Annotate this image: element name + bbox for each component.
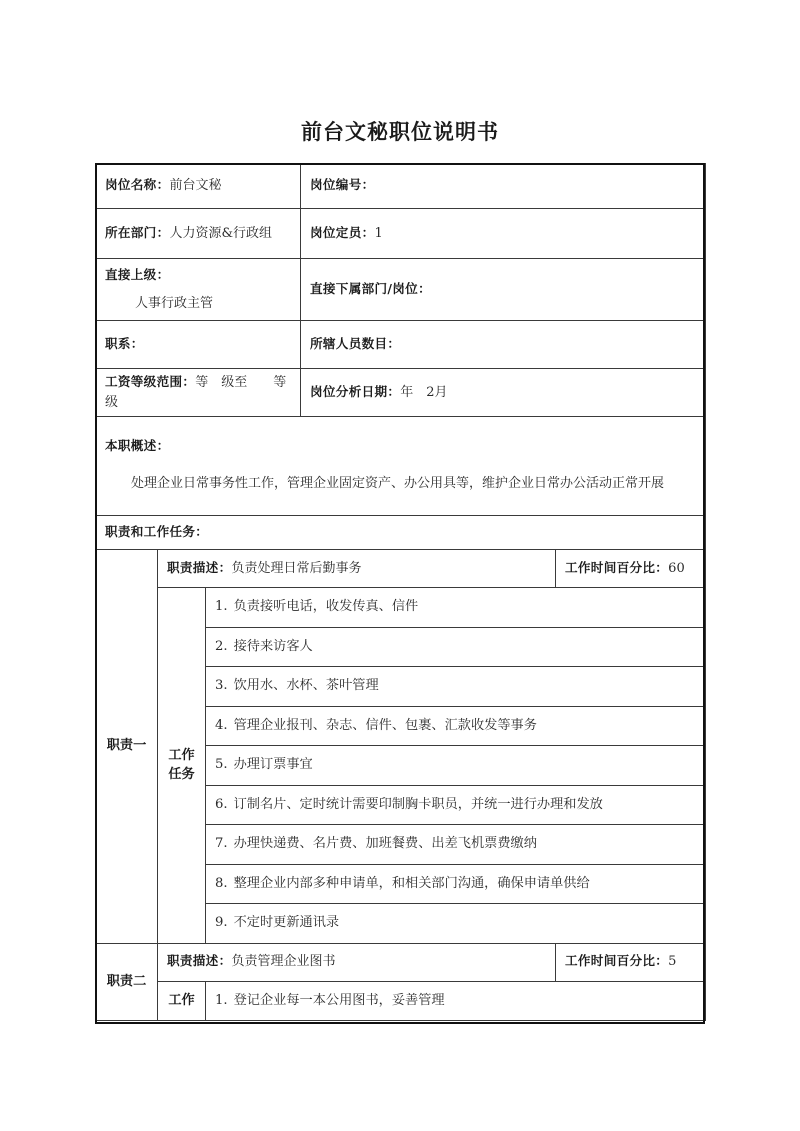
cell-job-code xyxy=(301,164,706,209)
label-headcount: 岗位定员： xyxy=(310,224,375,240)
label-duty-1-description: 职责描述： xyxy=(167,559,232,575)
table-row xyxy=(96,369,706,417)
cell-duty-1-work-label xyxy=(158,588,206,944)
table-row xyxy=(96,164,706,209)
task-text: 登记企业每一本公用图书，妥善管理 xyxy=(233,992,445,1008)
label-duty-2-description: 职责描述： xyxy=(167,953,232,969)
task-number: 7. xyxy=(215,836,228,852)
cell-analysis-date xyxy=(301,369,706,417)
task-text: 饮用水、水杯、茶叶管理 xyxy=(233,678,379,694)
value-analysis-date: 年 2月 xyxy=(400,384,448,400)
label-job-family: 职系： xyxy=(105,335,144,351)
cell-managed-headcount xyxy=(301,321,706,369)
table-row xyxy=(96,550,706,588)
task-number: 9. xyxy=(215,915,228,931)
cell-task xyxy=(206,981,706,1021)
job-description-table xyxy=(95,163,706,1021)
task-number: 1. xyxy=(215,599,228,615)
page-title: 前台文秘职位说明书 xyxy=(301,119,499,144)
label-job-overview: 本职概述： xyxy=(105,437,170,453)
value-duty-1-description: 负责处理日常后勤事务 xyxy=(231,560,362,576)
label-duty-1-percent: 工作时间百分比： xyxy=(565,559,669,575)
label-department: 所在部门： xyxy=(105,224,170,240)
table-row xyxy=(96,943,706,981)
table-row xyxy=(96,588,706,628)
cell-job-overview xyxy=(96,417,706,516)
task-number: 2. xyxy=(215,638,228,654)
cell-direct-superior xyxy=(96,259,301,321)
value-department: 人力资源&行政组 xyxy=(169,225,273,241)
task-text: 管理企业报刊、杂志、信件、包裹、汇款收发等事务 xyxy=(233,717,537,733)
cell-duty-1-label: 职责一 xyxy=(96,550,158,944)
work-label-line-1: 工作 xyxy=(168,748,195,764)
value-salary-range: 等 级至 等 级 xyxy=(105,374,300,410)
table-row xyxy=(96,209,706,259)
label-duty-2-percent: 工作时间百分比： xyxy=(565,953,669,969)
cell-duty-2-percent xyxy=(556,943,706,981)
task-text: 接待来访客人 xyxy=(233,638,313,654)
cell-duty-1-description xyxy=(158,550,556,588)
task-number: 8. xyxy=(215,875,228,891)
label-direct-subordinate: 直接下属部门/岗位： xyxy=(310,280,431,296)
task-text: 办理快递费、名片费、加班餐费、出差飞机票费缴纳 xyxy=(233,836,537,852)
task-number: 4. xyxy=(215,717,228,733)
cell-task xyxy=(206,627,706,667)
cell-direct-subordinate xyxy=(301,259,706,321)
work-label-line-1: 工作 xyxy=(168,993,195,1009)
cell-task xyxy=(206,785,706,825)
cell-task xyxy=(206,746,706,786)
cell-task xyxy=(206,825,706,865)
label-direct-superior: 直接上级： xyxy=(105,266,170,282)
task-text: 不定时更新通讯录 xyxy=(233,915,340,931)
label-duties-header: 职责和工作任务： xyxy=(105,523,209,539)
cell-salary-range xyxy=(96,369,301,417)
cell-duty-1-percent xyxy=(556,550,706,588)
value-job-overview: 处理企业日常事务性工作，管理企业固定资产、办公用具等，维护企业日常办公活动正常开展 xyxy=(131,476,665,492)
task-number: 6. xyxy=(215,796,228,812)
cell-task xyxy=(206,667,706,707)
table-row xyxy=(96,321,706,369)
value-duty-1-percent: 60 xyxy=(668,560,685,576)
label-job-name: 岗位名称： xyxy=(105,177,170,193)
table-row xyxy=(96,417,706,516)
value-duty-2-description: 负责管理企业图书 xyxy=(231,954,336,970)
cell-task xyxy=(206,904,706,944)
cell-job-family xyxy=(96,321,301,369)
cell-job-name xyxy=(96,164,301,209)
cell-duty-2-description xyxy=(158,943,556,981)
task-number: 3. xyxy=(215,678,228,694)
label-analysis-date: 岗位分析日期： xyxy=(310,383,401,399)
cell-department xyxy=(96,209,301,259)
cell-task xyxy=(206,588,706,628)
table-row xyxy=(96,259,706,321)
task-number: 5. xyxy=(215,757,228,773)
work-label-line-2: 任务 xyxy=(168,767,195,783)
cell-duty-2-label: 职责二 xyxy=(96,943,158,1021)
table-row xyxy=(96,981,706,1021)
value-job-name: 前台文秘 xyxy=(169,178,222,194)
cell-headcount xyxy=(301,209,706,259)
task-text: 整理企业内部多种申请单，和相关部门沟通，确保申请单供给 xyxy=(233,875,590,891)
cell-duties-header xyxy=(96,516,706,550)
value-duty-2-percent: 5 xyxy=(668,954,677,970)
cell-task xyxy=(206,706,706,746)
table-row xyxy=(96,516,706,550)
task-number: 1. xyxy=(215,992,228,1008)
task-text: 订制名片、定时统计需要印制胸卡职员，并统一进行办理和发放 xyxy=(233,796,603,812)
task-text: 办理订票事宜 xyxy=(233,757,313,773)
cell-task xyxy=(206,864,706,904)
task-text: 负责接听电话，收发传真、信件 xyxy=(233,599,419,615)
label-job-code: 岗位编号： xyxy=(310,177,375,193)
value-direct-superior: 人事行政主管 xyxy=(135,296,214,312)
value-headcount: 1 xyxy=(374,225,383,241)
label-salary-range: 工资等级范围： xyxy=(105,373,196,389)
cell-duty-2-work-label xyxy=(158,981,206,1021)
label-managed-headcount: 所辖人员数目： xyxy=(310,335,401,351)
